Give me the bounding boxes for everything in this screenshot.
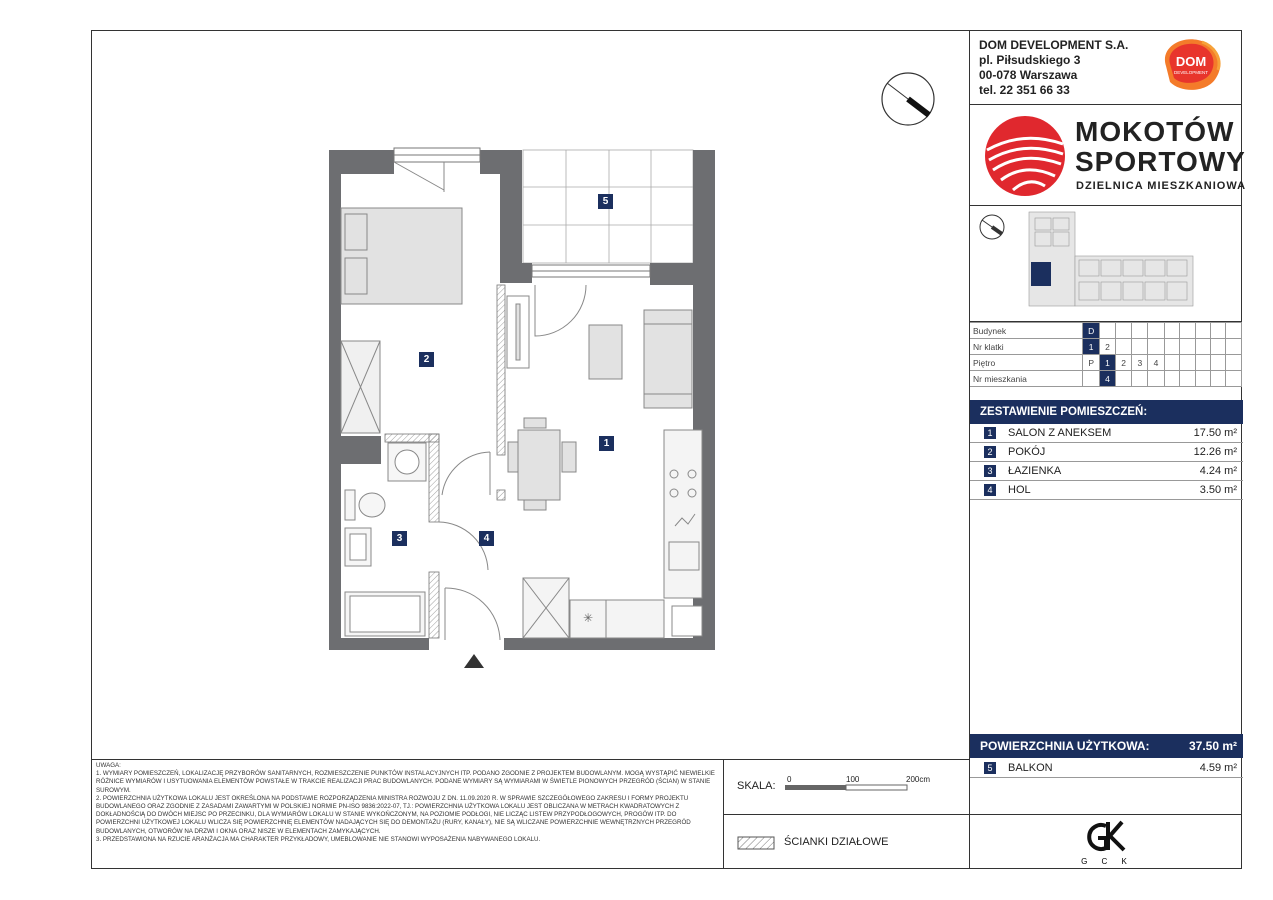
company-address-2: 00-078 Warszawa (979, 68, 1078, 82)
company-phone: tel. 22 351 66 33 (979, 83, 1070, 97)
building-info-cell (1083, 371, 1099, 387)
room-row (970, 424, 1243, 443)
building-info-row (970, 339, 1242, 355)
building-info-label: Nr klatki (970, 339, 1083, 355)
room-number: 1 (984, 427, 996, 439)
building-info-cell: 4 (1148, 355, 1164, 371)
building-info-cell (1116, 371, 1132, 387)
room-row (970, 481, 1243, 500)
company-address-1: pl. Piłsudskiego 3 (979, 53, 1081, 67)
project-subtitle: DZIELNICA MIESZKANIOWA (1076, 180, 1247, 192)
gck-logo (1078, 818, 1136, 866)
plan-label-1: 1 (599, 436, 614, 451)
footer-divider (91, 759, 969, 760)
building-info-cell (1164, 339, 1179, 355)
building-info-cell: 2 (1099, 339, 1115, 355)
total-area-bar (970, 734, 1243, 758)
building-info-cell (1211, 323, 1226, 339)
scale-tick-200: 200cm (906, 775, 931, 784)
building-info-cell (1132, 371, 1148, 387)
mokotow-logo-mark (983, 114, 1067, 198)
building-info-cell (1180, 371, 1195, 387)
plan-label-3: 3 (392, 531, 407, 546)
building-info-cell (1164, 323, 1179, 339)
bathroom-fixtures (345, 443, 426, 636)
building-info-cell (1211, 339, 1226, 355)
building-info-row (970, 355, 1242, 371)
plan-label-4: 4 (479, 531, 494, 546)
building-info-cell (1226, 339, 1242, 355)
building-info-label: Budynek (970, 323, 1083, 339)
building-info-cell (1148, 339, 1164, 355)
building-info-cell: 4 (1099, 371, 1115, 387)
svg-text:✳: ✳ (582, 611, 594, 625)
building-info-cell: P (1083, 355, 1099, 371)
key-plan (975, 210, 1239, 318)
rooms-header: ZESTAWIENIE POMIESZCZEŃ: (970, 400, 1243, 424)
room-name: POKÓJ (1008, 446, 1046, 458)
room-area: 17.50 m² (1193, 427, 1237, 439)
north-compass-icon (879, 70, 937, 128)
company-name: DOM DEVELOPMENT S.A. (979, 38, 1129, 52)
room-name: SALON Z ANEKSEM (1008, 427, 1112, 439)
room-number: 4 (984, 484, 996, 496)
building-info-label: Nr mieszkania (970, 371, 1083, 387)
plan-label-5: 5 (598, 194, 613, 209)
building-info-cell (1195, 355, 1210, 371)
project-title-line1: MOKOTÓW (1075, 116, 1235, 147)
building-info-cell (1226, 323, 1242, 339)
room-number: 2 (984, 446, 996, 458)
balcony-area: 4.59 m² (1199, 762, 1237, 774)
total-area-value: 37.50 m² (1188, 739, 1237, 753)
room-row (970, 443, 1243, 462)
room-row (970, 462, 1243, 481)
building-info-cell (1116, 323, 1132, 339)
building-info-cell (1164, 355, 1179, 371)
building-info-cell (1195, 339, 1210, 355)
panel-sep-1 (969, 104, 1242, 105)
building-info-cell (1099, 323, 1115, 339)
notes (96, 762, 716, 844)
notes-title: UWAGA: (96, 762, 121, 769)
building-info-row (970, 323, 1242, 339)
scale-tick-0: 0 (787, 775, 792, 784)
key-plan-compass-icon (980, 215, 1004, 239)
bedroom-window (394, 148, 480, 162)
building-info-cell: 1 (1099, 355, 1115, 371)
balcony-door (532, 265, 650, 277)
gck-letters: G C K (1081, 857, 1133, 866)
building-info-cell (1148, 323, 1164, 339)
scale-tick-100: 100 (846, 775, 860, 784)
bedroom-furniture (341, 208, 462, 433)
building-info-cell: 2 (1116, 355, 1132, 371)
notes-item-2: 2. POWIERZCHNIA UŻYTKOWA LOKALU JEST OKREŚLONA NA PODSTAWIE ROZPORZĄDZENIA MINISTRA ROZWOJU Z DN. 11.09.2020 R. W SPRAWIE SZCZEGÓŁOWEGO ZAKRESU I FORMY PROJEKTU BUDOWLANEGO ORAZ ZGODNIE Z ZASADAMI ZAWARTYMI W POLSKIEJ NORMIE PN-ISO 9836:2022-07, TJ.: POWIERZCHNIA UŻYTKOWA LOKALU JEST OBLICZANA W METRACH KWADRATOWYCH Z DOKŁADNOŚCIĄ DO DWÓCH MIEJSC PO PRZECINKU, DLA WYMIARÓW LOKALU W STANIE WYKOŃCZONYM, NA POZIOMIE PODŁOGI, NIE LICZĄC LISTEW PRZYPODŁOGOWYCH, PROGÓW ITP. DO POWIERZCHNI UŻYTKOWEJ LOKALU WLICZA SIĘ POWIERZCHNIĘ ELEMENTÓW NADAJĄCYCH SIĘ DO DEMONTAŻU (RURY, KANAŁY), NIE SĄ WLICZANE POWIERZCHNIE WEWNĘTRZNYCH PRZEGRÓD BUDOWLANYCH, OTWORÓW NA DRZWI I OKNA ORAZ NISZE W ELEMENTACH ZAMYKAJĄCYCH. (96, 794, 691, 835)
building-info-label: Piętro (970, 355, 1083, 371)
legend-label: ŚCIANKI DZIAŁOWE (784, 836, 889, 848)
panel-sep-2 (969, 205, 1242, 206)
dom-logo-text: DOM (1175, 54, 1207, 69)
project-title (1075, 117, 1246, 177)
building-info-cell (1180, 323, 1195, 339)
total-area-label: POWIERZCHNIA UŻYTKOWA: (980, 739, 1150, 753)
company-info (979, 38, 1128, 98)
plan-label-2: 2 (419, 352, 434, 367)
building-info-cell (1211, 355, 1226, 371)
building-info-cell (1180, 355, 1195, 371)
building-info-cell: D (1083, 323, 1099, 339)
room-area: 12.26 m² (1193, 446, 1237, 458)
building-info-cell (1195, 323, 1210, 339)
building-info-cell (1132, 323, 1148, 339)
dom-logo-subtext: DEVELOPMENT (1173, 70, 1209, 75)
dom-development-logo (1158, 36, 1224, 92)
room-name: HOL (1008, 484, 1031, 496)
scale-label: SKALA: (737, 780, 776, 792)
footer-sep (723, 814, 1242, 815)
room-number: 3 (984, 465, 996, 477)
project-title-line2: SPORTOWY (1075, 146, 1246, 177)
key-plan-highlight (1031, 262, 1051, 286)
balcony-name: BALKON (1008, 762, 1053, 774)
building-info-cell (1164, 371, 1179, 387)
building-info-cell (1180, 339, 1195, 355)
building-info-cell (1211, 371, 1226, 387)
notes-item-1: 1. WYMIARY POMIESZCZEŃ, LOKALIZACJĘ PRZYBORÓW SANITARNYCH, ROZMIESZCZENIE PUNKTÓW INSTALACYJNYCH ITP. PODANO ZGODNIE Z PROJEKTEM BUDOWLANYM. MOGĄ WYSTĄPIĆ NIEWIELKIE RÓŻNICE WYMIARÓW I USYTUOWANIA ELEMENTÓW POWSTAŁE W TRAKCIE REALIZACJI PRAC BUDOWLANYCH. PODANE WYMIARY SĄ WYMIARAMI W ŚWIETLE PIONOWYCH PRZEGRÓD (ŚCIAN) W STANIE SUROWYM. (96, 770, 715, 794)
room-name: ŁAZIENKA (1008, 465, 1062, 477)
notes-item-3: 3. PRZEDSTAWIONA NA RZUCIE ARANŻACJA MA CHARAKTER PRZYKŁADOWY, UMEBLOWANIE NIE STANOWI WYPOSAŻENIA NABYWANEGO LOKALU. (96, 835, 541, 843)
floor-plan (320, 140, 724, 670)
hatch-legend-icon (737, 836, 775, 850)
balcony-row (970, 759, 1243, 778)
room-area: 4.24 m² (1199, 465, 1237, 477)
building-info-cell (1226, 371, 1242, 387)
scale-bar (785, 784, 909, 792)
building-info-cell (1226, 355, 1242, 371)
room-area: 3.50 m² (1199, 484, 1237, 496)
building-info-cell (1195, 371, 1210, 387)
building-info-row (970, 371, 1242, 387)
building-info-cell: 1 (1083, 339, 1099, 355)
balcony-number: 5 (984, 762, 996, 774)
building-info-cell (1148, 371, 1164, 387)
building-info-table (970, 322, 1242, 387)
building-info-cell (1132, 339, 1148, 355)
building-info-cell: 3 (1132, 355, 1148, 371)
entrance-arrow-icon (464, 654, 484, 668)
building-info-cell (1116, 339, 1132, 355)
